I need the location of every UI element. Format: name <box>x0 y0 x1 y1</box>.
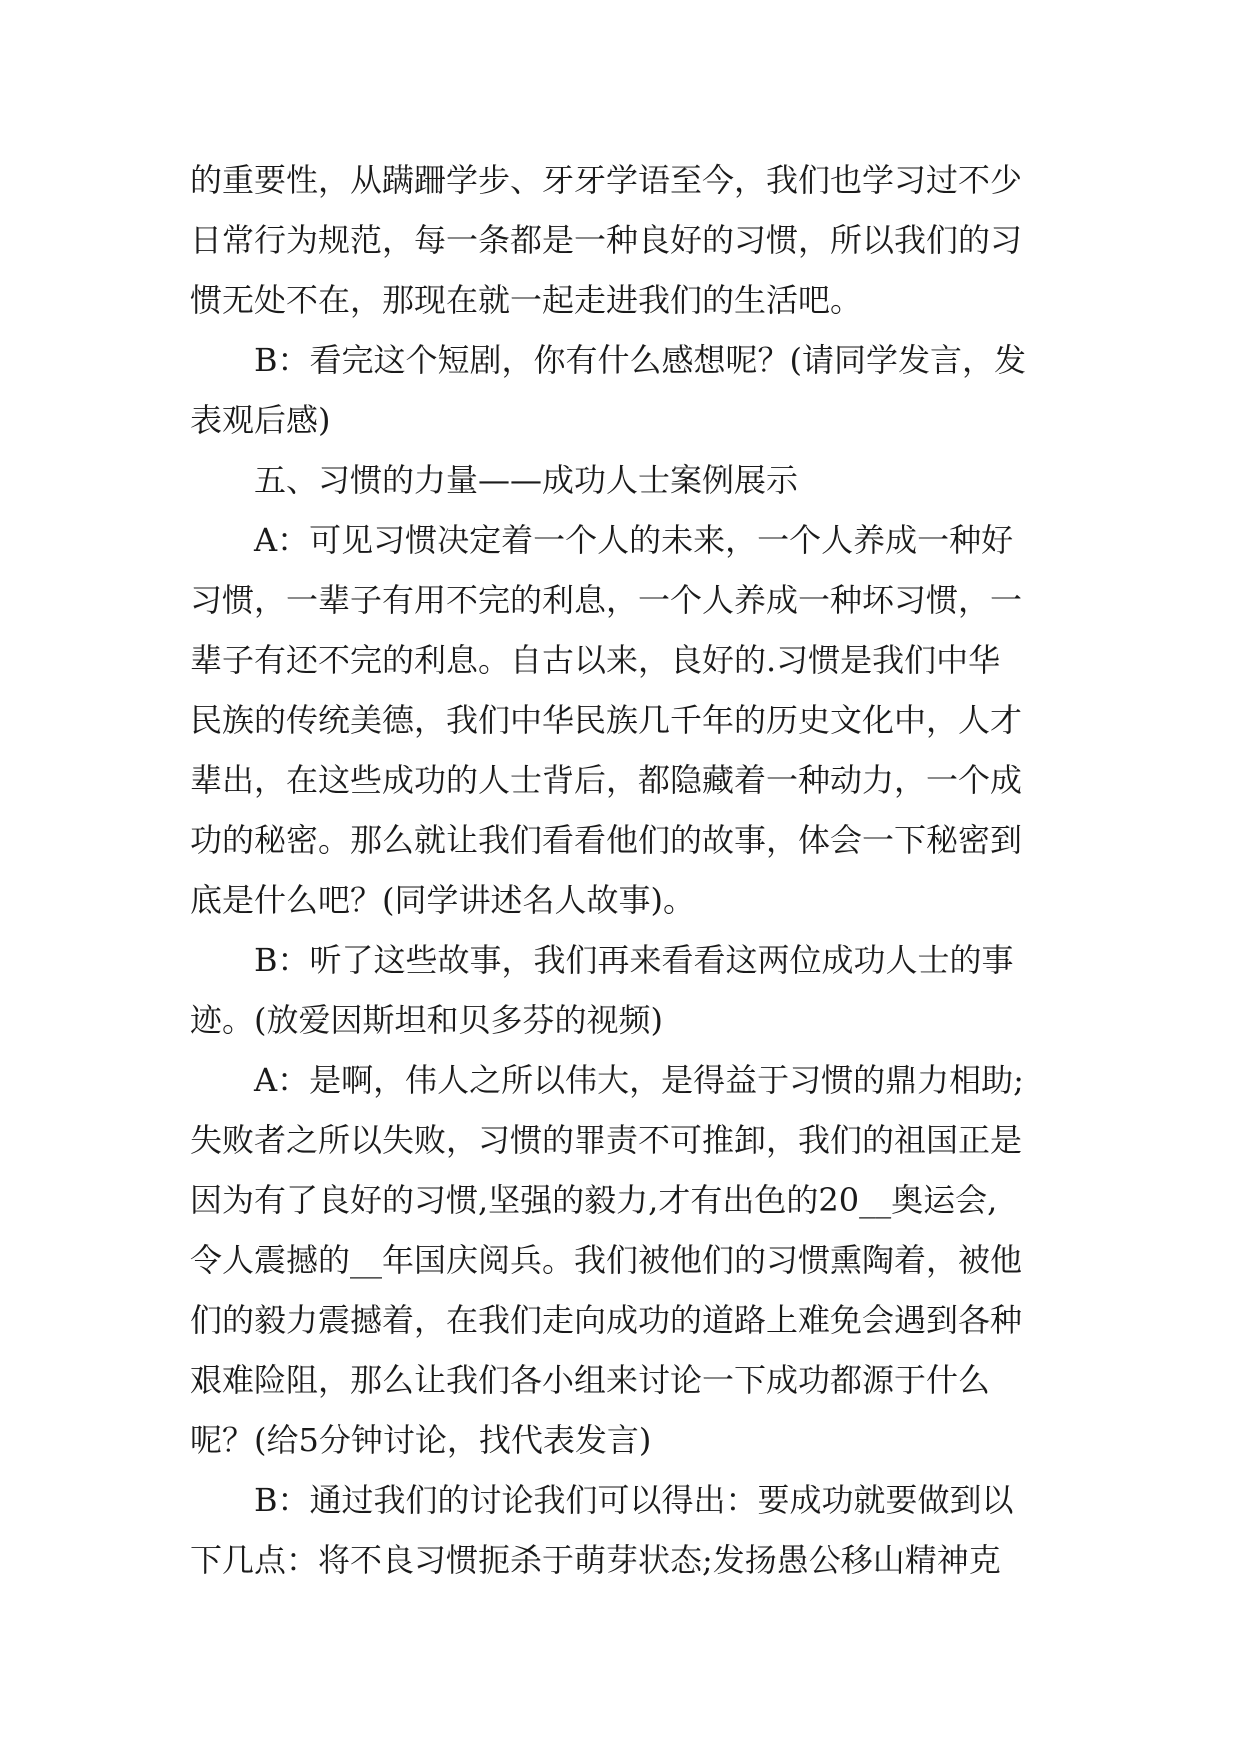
text-line: 底是什么吧？(同学讲述名人故事)。 <box>190 881 695 919</box>
text-line: 辈出，在这些成功的人士背后，都隐藏着一种动力，一个成 <box>190 761 1023 799</box>
paragraph-first-line: A：可见习惯决定着一个人的未来，一个人养成一种好 <box>254 521 1014 559</box>
text-line: 失败者之所以失败，习惯的罪责不可推卸，我们的祖国正是 <box>190 1121 1023 1159</box>
text-line: 令人震撼的__年国庆阅兵。我们被他们的习惯熏陶着，被他 <box>190 1241 1023 1279</box>
document-body <box>190 150 1050 1590</box>
text-line: 迹。(放爱因斯坦和贝多芬的视频) <box>190 1001 663 1039</box>
text-line: 因为有了良好的习惯,坚强的毅力,才有出色的20__奥运会, <box>190 1181 998 1219</box>
paragraph-first-line: B：看完这个短剧，你有什么感想呢？(请同学发言，发 <box>254 341 1027 379</box>
paragraph-first-line: B：听了这些故事，我们再来看看这两位成功人士的事 <box>254 941 1014 979</box>
text-line: 们的毅力震撼着，在我们走向成功的道路上难免会遇到各种 <box>190 1301 1023 1339</box>
paragraph-first-line: B：通过我们的讨论我们可以得出：要成功就要做到以 <box>254 1481 1014 1519</box>
text-line: 功的秘密。那么就让我们看看他们的故事，体会一下秘密到 <box>190 821 1023 859</box>
text-line: 下几点：将不良习惯扼杀于萌芽状态;发扬愚公移山精神克 <box>190 1541 1001 1579</box>
paragraph-first-line: A：是啊，伟人之所以伟大，是得益于习惯的鼎力相助; <box>254 1061 1024 1099</box>
text-line: 艰难险阻，那么让我们各小组来讨论一下成功都源于什么 <box>190 1361 991 1399</box>
text-line: 习惯，一辈子有用不完的利息，一个人养成一种坏习惯，一 <box>190 581 1023 619</box>
text-line: 的重要性，从蹒跚学步、牙牙学语至今，我们也学习过不少 <box>190 161 1023 199</box>
text-line: 表观后感) <box>190 401 331 439</box>
text-line: 日常行为规范，每一条都是一种良好的习惯，所以我们的习 <box>190 221 1023 259</box>
text-line: 呢？(给5分钟讨论，找代表发言) <box>190 1421 652 1459</box>
section-heading: 五、习惯的力量——成功人士案例展示 <box>254 461 799 499</box>
text-line: 惯无处不在，那现在就一起走进我们的生活吧。 <box>190 281 863 319</box>
text-line: 辈子有还不完的利息。自古以来，良好的.习惯是我们中华 <box>190 641 1001 679</box>
text-line: 民族的传统美德，我们中华民族几千年的历史文化中，人才 <box>190 701 1023 739</box>
